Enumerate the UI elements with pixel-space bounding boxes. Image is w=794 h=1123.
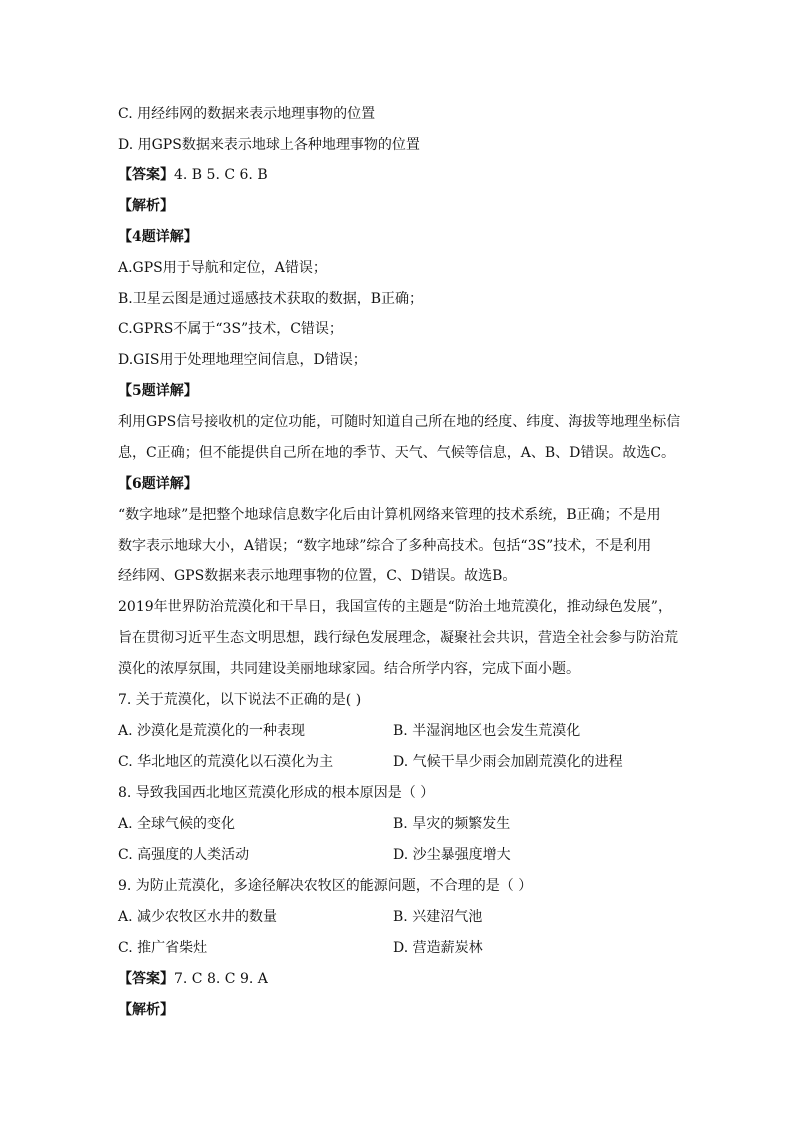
q8-options-row-1 bbox=[118, 814, 678, 834]
q7-options-row-1 bbox=[118, 721, 678, 741]
q8-option-b: B. 旱灾的频繁发生 bbox=[393, 816, 511, 832]
q6-detail-line: 经纬网、GPS数据来表示地理事物的位置，C、D错误。故选B。 bbox=[118, 568, 517, 584]
answer-text: 4. B 5. C 6. B bbox=[174, 167, 268, 183]
q8-option-a: A. 全球气候的变化 bbox=[118, 816, 236, 832]
q7-option-a: A. 沙漠化是荒漠化的一种表现 bbox=[118, 723, 306, 739]
q8-stem: 8. 导致我国西北地区荒漠化形成的根本原因是（ ） bbox=[118, 785, 435, 801]
q7-option-b: B. 半湿润地区也会发生荒漠化 bbox=[393, 723, 581, 739]
q6-option-d: D. 用GPS数据来表示地球上各种地理事物的位置 bbox=[118, 137, 420, 153]
q5-detail-line: 利用GPS信号接收机的定位功能，可随时知道自己所在地的经度、纬度、海拔等地理坐标信 bbox=[118, 414, 681, 430]
q9-option-b: B. 兴建沼气池 bbox=[393, 909, 483, 925]
q9-option-a: A. 减少农牧区水井的数量 bbox=[118, 909, 278, 925]
q6-detail-heading: 【6题详解】 bbox=[118, 476, 198, 492]
q6-option-c: C. 用经纬网的数据来表示地理事物的位置 bbox=[118, 106, 376, 122]
q7-options-row-2 bbox=[118, 752, 678, 772]
answer-label: 【答案】 bbox=[118, 971, 174, 987]
q7-option-d: D. 气候干旱少雨会加剧荒漠化的进程 bbox=[393, 754, 623, 770]
q6-detail-line: 数字表示地球大小，A错误；“数字地球”综合了多种高技术。包括“3S”技术，不是利用 bbox=[118, 538, 652, 554]
answer-label: 【答案】 bbox=[118, 167, 174, 183]
q8-options-row-2 bbox=[118, 845, 678, 865]
analysis-heading-2: 【解析】 bbox=[118, 1002, 174, 1018]
q4-detail-line: D.GIS用于处理地理空间信息，D错误； bbox=[118, 352, 367, 368]
q5-detail-line: 息，C正确；但不能提供自己所在地的季节、天气、气候等信息，A、B、D错误。故选C。 bbox=[118, 445, 676, 461]
q8-option-d: D. 沙尘暴强度增大 bbox=[393, 847, 511, 863]
passage-line: 旨在贯彻习近平生态文明思想，践行绿色发展理念，凝聚社会共识，营造全社会参与防治荒 bbox=[118, 630, 678, 646]
answer-line-1 bbox=[118, 165, 678, 185]
answer-text: 7. C 8. C 9. A bbox=[174, 971, 268, 987]
q8-option-c: C. 高强度的人类活动 bbox=[118, 847, 250, 863]
q4-detail-line: B.卫星云图是通过遥感技术获取的数据，B正确； bbox=[118, 291, 424, 307]
passage-line: 2019年世界防治荒漠化和干旱日，我国宣传的主题是“防治土地荒漠化，推动绿色发展”， bbox=[118, 599, 672, 615]
q7-stem: 7. 关于荒漠化，以下说法不正确的是( ) bbox=[118, 692, 362, 708]
q9-option-d: D. 营造薪炭林 bbox=[393, 940, 483, 956]
q9-options-row-1 bbox=[118, 907, 678, 927]
q4-detail-heading: 【4题详解】 bbox=[118, 229, 198, 245]
q9-options-row-2 bbox=[118, 938, 678, 958]
q4-detail-line: C.GPRS不属于“3S”技术，C错误； bbox=[118, 321, 343, 337]
q6-detail-line: “数字地球”是把整个地球信息数字化后由计算机网络来管理的技术系统，B正确；不是用 bbox=[118, 507, 661, 523]
answer-line-2 bbox=[118, 969, 678, 989]
q4-detail-line: A.GPS用于导航和定位，A错误； bbox=[118, 260, 327, 276]
analysis-heading-1: 【解析】 bbox=[118, 198, 174, 214]
passage-line: 漠化的浓厚氛围，共同建设美丽地球家园。结合所学内容，完成下面小题。 bbox=[118, 661, 580, 677]
q9-stem: 9. 为防止荒漠化，多途径解决农牧区的能源问题，不合理的是（ ） bbox=[118, 878, 533, 894]
q7-option-c: C. 华北地区的荒漠化以石漠化为主 bbox=[118, 754, 334, 770]
q9-option-c: C. 推广省柴灶 bbox=[118, 940, 208, 956]
q5-detail-heading: 【5题详解】 bbox=[118, 383, 198, 399]
